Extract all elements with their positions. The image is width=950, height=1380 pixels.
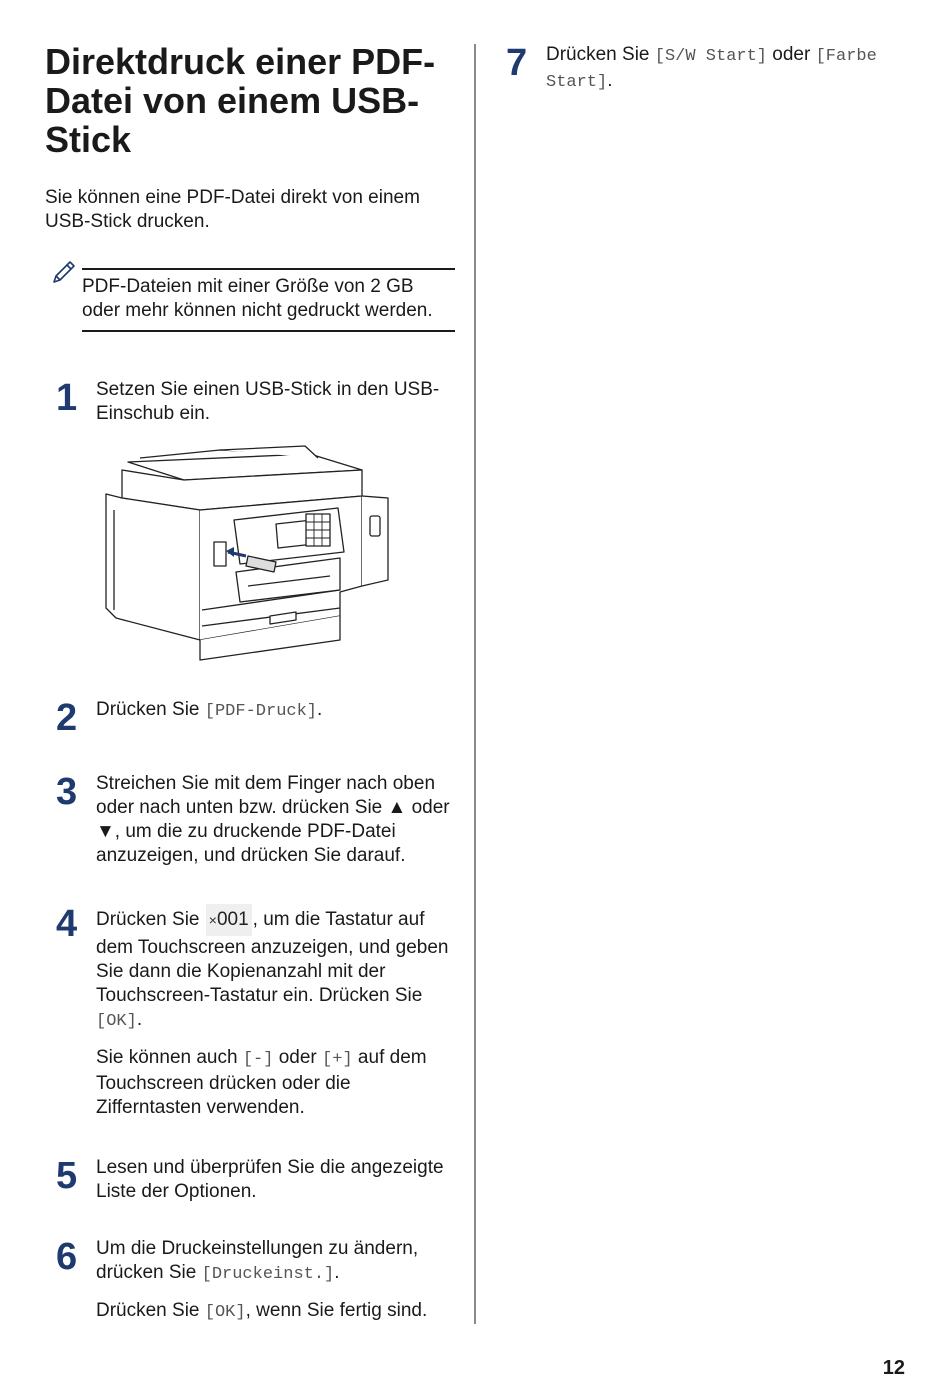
step-number: 5 bbox=[56, 1155, 78, 1197]
page-number: 12 bbox=[882, 1357, 905, 1379]
ok-button-ref: [OK] bbox=[96, 1012, 137, 1031]
step-number: 7 bbox=[506, 42, 528, 84]
minus-button-ref: [-] bbox=[242, 1050, 274, 1069]
printer-usb-illustration bbox=[100, 440, 400, 665]
step-text: Um die Druckeinstellungen zu ändern, drücken Sie [Druckeinst.]. Drücken Sie [OK], wenn Sie fertig sind. bbox=[96, 1238, 428, 1322]
step-number: 1 bbox=[56, 377, 78, 419]
print-settings-button-ref: [Druckeinst.] bbox=[201, 1265, 335, 1284]
intro-text: Sie können eine PDF-Datei direkt von einem USB-Stick drucken. bbox=[45, 187, 420, 232]
ok-button-ref: [OK] bbox=[204, 1303, 246, 1322]
step-text: Setzen Sie einen USB-Stick in den USB-Einschub ein. bbox=[96, 379, 440, 424]
step-text: Drücken Sie [S/W Start] oder [Farbe Start]. bbox=[546, 44, 877, 92]
step-text: Streichen Sie mit dem Finger nach oben oder nach unten bzw. drücken Sie ▲ oder ▼, um die zu druckende PDF-Datei anzuzeigen, und drücken Sie darauf. bbox=[96, 773, 450, 866]
color-start-button-ref: [Farbe Start] bbox=[546, 47, 877, 92]
step-text: Drücken Sie [PDF-Druck]. bbox=[96, 699, 323, 721]
step-number: 6 bbox=[56, 1236, 78, 1278]
pencil-icon bbox=[50, 258, 78, 286]
step-text: Lesen und überprüfen Sie die angezeigte Liste der Optionen. bbox=[96, 1157, 444, 1202]
step-number: 2 bbox=[56, 697, 78, 739]
bw-start-button-ref: [S/W Start] bbox=[654, 47, 767, 66]
step-number: 4 bbox=[56, 903, 78, 945]
step-text: Drücken Sie ×001 , um die Tastatur auf dem Touchscreen anzuzeigen, und geben Sie dann die Kopienanzahl mit der Touchscreen-Tastatur ein. Drücken Sie [OK]. Sie können auch [-] oder [+] auf dem Touchscreen drücken oder die Zifferntasten verwenden. bbox=[96, 904, 461, 1120]
column-divider bbox=[474, 44, 476, 1324]
note-box bbox=[50, 258, 460, 334]
page-title: Direktdruck einer PDF-Datei von einem USB-Stick bbox=[45, 41, 436, 160]
pdf-print-button-ref: [PDF-Druck] bbox=[204, 702, 317, 721]
step-number: 3 bbox=[56, 771, 78, 813]
note-text: PDF-Dateien mit einer Größe von 2 GB oder mehr können nicht gedruckt werden. bbox=[82, 268, 455, 332]
copies-chip: ×001 bbox=[206, 904, 252, 936]
plus-button-ref: [+] bbox=[322, 1050, 353, 1069]
